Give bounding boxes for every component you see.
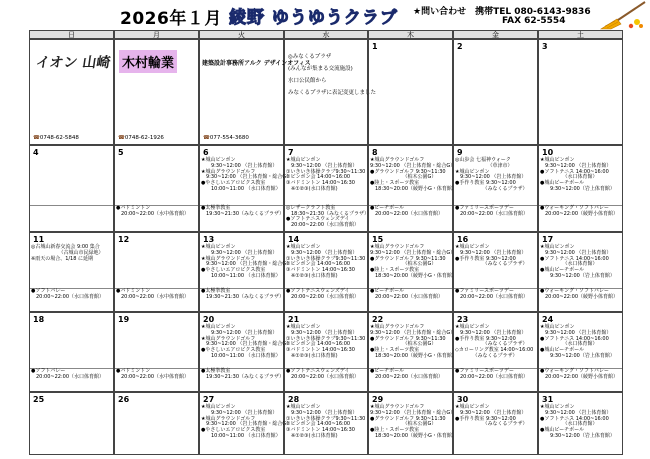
day-events: ★城山ピンポン 9:30~12:00 （岩上体育館） ★城山グラウンドゴルフ 9:30~12:00 （岩上体育館・総合G） ●やさしいエアロビクス教室 10:00~11:00 （水口体育館） bbox=[201, 157, 292, 192]
notice-box bbox=[284, 39, 377, 145]
sponsor-aeon bbox=[29, 39, 114, 145]
sponsor-phone: ☎0748-62-1926 bbox=[118, 135, 164, 141]
day-cell bbox=[368, 232, 457, 312]
evening-events: ●ソフトテニスウェンズデイ 20:00~22:00（水口体育館） bbox=[285, 288, 367, 311]
notice-text: ◎みなくるプラザ (みんなが集まる交流施設) 水口公民館から みなくるプラザに表記変更しました bbox=[288, 54, 377, 96]
day-events: ★城山ピンポン 9:30~12:00 （岩上体育館） ①いきいき体操クラブ9:30~11:30 ②ピンポン会 14:00~16:00 ③バドミントン 14:00~16:30 ※①②③(水口体育館) bbox=[286, 244, 366, 279]
day-cell bbox=[368, 312, 457, 392]
evening-events: ◎レザークラフト教室 18:30~21:30（みなくるプラザ） ●ソフトテニスウェンズデイ 20:00~22:00（水口体育館） bbox=[285, 205, 367, 231]
evening-events: ●太極拳教室 19:30~21:30（みなくるプラザ） bbox=[200, 288, 283, 311]
evening-events: ●ウォーキング・ソフトバレー 20:00~22:00（綾野小体育館） bbox=[539, 205, 622, 231]
day-number: 12 bbox=[118, 235, 130, 244]
day-events: ★城山ピンポン 9:30~12:00 （岩上体育館） ①いきいき体操クラブ9:30~11:30 ②ピンポン会 14:00~16:00 ③バドミントン 14:00~16:30 ※①②③(水口体育館) bbox=[286, 404, 366, 439]
evening-events: ●ピーチボール 20:00~22:00（水口体育館） bbox=[369, 205, 452, 231]
day-number: 16 bbox=[457, 235, 469, 244]
day-number: 8 bbox=[372, 148, 378, 157]
day-cell bbox=[368, 145, 457, 232]
day-cell bbox=[538, 312, 623, 392]
weekday-tue: 火 bbox=[199, 30, 284, 39]
day-cell bbox=[114, 392, 199, 455]
day-events: ◎古城山新春交流会 9:00 集合 （古城山市民緑地） ※雨天の場合、1/18 に延期 bbox=[31, 244, 104, 262]
day-cell bbox=[538, 145, 623, 232]
day-number: 15 bbox=[372, 235, 384, 244]
evening-events: ●ソフトテニスウェンズデイ 20:00~22:00（水口体育館） bbox=[285, 368, 367, 391]
day-number: 21 bbox=[288, 315, 300, 324]
evening-events: ●太極拳教室 19:30~21:30（みなくるプラザ） bbox=[200, 368, 283, 391]
day-events: ★城山ピンポン 9:30~12:00 （岩上体育館） ①いきいき体操クラブ9:30~11:30 ②ピンポン会 14:00~16:00 ③バドミントン 14:00~16:30 ※①②③(水口体育館) bbox=[286, 324, 366, 359]
day-events: ★城山ピンポン 9:30~12:00 （岩上体育館） ●手作り教室 9:30~12:00 （みなくるプラザ） bbox=[455, 244, 528, 268]
evening-events: ●ウォーキング・ソフトバレー 20:00~22:00（綾野小体育館） bbox=[539, 288, 622, 311]
day-number: 14 bbox=[288, 235, 300, 244]
day-cell bbox=[114, 232, 199, 312]
day-number: 28 bbox=[288, 395, 300, 404]
contact-fax: FAX 62-5554 bbox=[502, 16, 566, 26]
evening-events: ●ファミリースポーツデー 20:00~22:00（水口体育館） bbox=[454, 205, 537, 231]
day-cell bbox=[538, 39, 623, 145]
day-events: ★城山グラウンドゴルフ 9:30~12:00 （岩上体育館・総合G） ●グラウンドゴルフ 9:30~11:30 （柏木公園G） ●陸上・スポーツ教室 18:30~20:00（綾野小G・体育館） bbox=[370, 404, 457, 439]
day-cell bbox=[114, 312, 199, 392]
day-number: 5 bbox=[118, 148, 124, 157]
day-events: ★城山グラウンドゴルフ 9:30~12:00 （岩上体育館・総合G） ●グラウンドゴルフ 9:30~11:30 （柏木公園G） ●陸上・スポーツ教室 18:30~20:00（綾野小G・体育館） bbox=[370, 157, 457, 192]
day-events: ★城山ピンポン 9:30~12:00 （岩上体育館） ●手作り教室 9:30~12:00 （みなくるプラザ） ◇カローリング教室 14:00~16:00 （みなくるプラザ） bbox=[455, 324, 534, 359]
day-cell bbox=[368, 39, 453, 145]
sponsor-phone: ☎0748-62-5848 bbox=[33, 135, 79, 141]
day-cell bbox=[284, 392, 368, 455]
weekday-wed: 水 bbox=[284, 30, 368, 39]
day-cell bbox=[199, 145, 292, 232]
day-number: 2 bbox=[457, 42, 463, 51]
day-cell bbox=[453, 145, 538, 232]
day-cell bbox=[29, 312, 114, 392]
day-cell bbox=[29, 392, 114, 455]
sponsor-kimura bbox=[114, 39, 199, 145]
evening-events bbox=[30, 205, 113, 231]
day-number: 9 bbox=[457, 148, 463, 157]
evening-events: ●太極拳教室 19:30~21:30（みなくるプラザ） bbox=[200, 205, 283, 231]
day-cell bbox=[538, 392, 623, 455]
contact-phone: ★問い合わせ 携帯TEL 080-6143-9836 bbox=[413, 7, 591, 17]
evening-events: ●ソフトバレー 20:00~22:00（水口体育館） bbox=[30, 288, 113, 311]
day-cell bbox=[284, 145, 368, 232]
day-events: ◎山歩会 七福神ウォーク （草津市） ★城山ピンポン 9:30~12:00 （岩上体育館） ●手作り教室 9:30~12:00 （みなくるプラザ） bbox=[455, 157, 528, 192]
evening-events: ●ピーチボール 20:00~22:00（水口体育館） bbox=[369, 368, 452, 391]
day-events: ★城山ピンポン 9:30~12:00 （岩上体育館） ●ソフトテニス 14:00~16:00 （水口体育館） ●城山ピーチボール 9:30~12:00（岩上体育館） bbox=[540, 404, 615, 439]
phone-icon: ☎ bbox=[118, 135, 125, 141]
evening-events: ●ピーチボール 20:00~22:00（水口体育館） bbox=[369, 288, 452, 311]
day-cell bbox=[453, 232, 538, 312]
day-number: 20 bbox=[203, 315, 215, 324]
weekday-thu: 木 bbox=[368, 30, 453, 39]
day-number: 30 bbox=[457, 395, 469, 404]
day-events: ★城山ピンポン 9:30~12:00 （岩上体育館） ★城山グラウンドゴルフ 9:30~12:00 （岩上体育館・総合G） ●やさしいエアロビクス教室 10:00~11:00 （水口体育館） bbox=[201, 244, 292, 279]
day-events: ★城山グラウンドゴルフ 9:30~12:00 （岩上体育館・総合G） ●グラウンドゴルフ 9:30~11:30 （柏木公園G） ●陸上・スポーツ教室 18:30~20:00（綾野小G・体育館） bbox=[370, 324, 457, 359]
day-cell bbox=[453, 312, 538, 392]
day-cell bbox=[284, 312, 368, 392]
evening-events: ●ウォーキング・ソフトバレー 20:00~22:00（綾野小体育館） bbox=[539, 368, 622, 391]
day-number: 10 bbox=[542, 148, 554, 157]
day-number: 27 bbox=[203, 395, 215, 404]
day-cell bbox=[453, 392, 538, 455]
day-number: 29 bbox=[372, 395, 384, 404]
kimura-logo: 木村輪業 bbox=[119, 50, 177, 73]
phone-icon: ☎ bbox=[203, 135, 210, 141]
day-events: ★城山ピンポン 9:30~12:00 （岩上体育館） ①いきいき体操クラブ9:30~11:30 ②ピンポン会 14:00~16:00 ③バドミントン 14:00~16:30 ※①②③(水口体育館) bbox=[286, 157, 366, 192]
weekday-sun: 日 bbox=[29, 30, 114, 39]
evening-events: ●バドミントン 20:00~22:00（水中体育館） bbox=[115, 368, 198, 391]
day-events: ★城山ピンポン 9:30~12:00 （岩上体育館） ●ソフトテニス 14:00~16:00 （水口体育館） ●城山ピーチボール 9:30~12:00（岩上体育館） bbox=[540, 157, 615, 192]
day-cell bbox=[199, 312, 292, 392]
design-office-logo: 建築設計事務所アルク デザインオフィス bbox=[202, 60, 311, 67]
day-number: 31 bbox=[542, 395, 554, 404]
calendar-grid bbox=[29, 30, 623, 455]
day-number: 26 bbox=[118, 395, 130, 404]
header bbox=[0, 0, 650, 30]
day-number: 6 bbox=[203, 148, 209, 157]
day-number: 1 bbox=[372, 42, 378, 51]
day-number: 25 bbox=[33, 395, 45, 404]
day-number: 7 bbox=[288, 148, 294, 157]
evening-events: ●ファミリースポーツデー 20:00~22:00（水口体育館） bbox=[454, 288, 537, 311]
weekday-sat: 土 bbox=[538, 30, 623, 39]
day-cell bbox=[284, 232, 368, 312]
day-number: 4 bbox=[33, 148, 39, 157]
weekday-mon: 月 bbox=[114, 30, 199, 39]
day-events: ★城山ピンポン 9:30~12:00 （岩上体育館） ●手作り教室 9:30~12:00 （みなくるプラザ） bbox=[455, 404, 528, 428]
evening-events: ●バドミントン 20:00~22:00（水中体育館） bbox=[115, 205, 198, 231]
day-number: 3 bbox=[542, 42, 548, 51]
day-number: 11 bbox=[33, 235, 45, 244]
evening-events: ●バドミントン 20:00~22:00（水中体育館） bbox=[115, 288, 198, 311]
day-number: 18 bbox=[33, 315, 45, 324]
day-events: ★城山ピンポン 9:30~12:00 （岩上体育館） ●ソフトテニス 14:00~16:00 （水口体育館） ●城山ピーチボール 9:30~12:00（岩上体育館） bbox=[540, 244, 615, 279]
day-cell bbox=[199, 232, 292, 312]
day-events: ★城山ピンポン 9:30~12:00 （岩上体育館） ★城山グラウンドゴルフ 9:30~12:00 （岩上体育館・総合G） ●やさしいエアロビクス教室 10:00~11:00 （水口体育館） bbox=[201, 404, 292, 439]
day-cell bbox=[29, 145, 114, 232]
day-number: 19 bbox=[118, 315, 130, 324]
day-number: 13 bbox=[203, 235, 215, 244]
weekday-fri: 金 bbox=[453, 30, 538, 39]
day-cell bbox=[538, 232, 623, 312]
day-number: 17 bbox=[542, 235, 554, 244]
page-title: 2026年１月 bbox=[120, 9, 222, 29]
day-cell bbox=[368, 392, 457, 455]
day-number: 22 bbox=[372, 315, 384, 324]
day-number: 24 bbox=[542, 315, 554, 324]
day-events: ★城山ピンポン 9:30~12:00 （岩上体育館） ●ソフトテニス 14:00~16:00 （水口体育館） ●城山ピーチボール 9:30~12:00（岩上体育館） bbox=[540, 324, 615, 359]
broom-icon bbox=[593, 0, 649, 30]
day-cell bbox=[29, 232, 114, 312]
aeon-logo: イオン 山崎 bbox=[34, 55, 112, 71]
evening-events: ●ソフトバレー 20:00~22:00（水口体育館） bbox=[30, 368, 113, 391]
day-number: 23 bbox=[457, 315, 469, 324]
day-cell bbox=[114, 145, 199, 232]
phone-icon: ☎ bbox=[33, 135, 40, 141]
sponsor-design bbox=[199, 39, 311, 145]
day-cell bbox=[199, 392, 292, 455]
day-events: ★城山グラウンドゴルフ 9:30~12:00 （岩上体育館・総合G） ●グラウンドゴルフ 9:30~11:30 （柏木公園G） ●陸上・スポーツ教室 18:30~20:00（綾野小G・体育館） bbox=[370, 244, 457, 279]
sponsor-phone: ☎077-554-3680 bbox=[203, 135, 249, 141]
club-name: 綾野 ゆうゆうクラブ bbox=[229, 8, 398, 28]
day-cell bbox=[453, 39, 538, 145]
day-events: ★城山ピンポン 9:30~12:00 （岩上体育館） ★城山グラウンドゴルフ 9:30~12:00 （岩上体育館・総合G） ●やさしいエアロビクス教室 10:00~11:00 （水口体育館） bbox=[201, 324, 292, 359]
evening-events: ●ファミリースポーツデー 20:00~22:00（水口体育館） bbox=[454, 368, 537, 391]
